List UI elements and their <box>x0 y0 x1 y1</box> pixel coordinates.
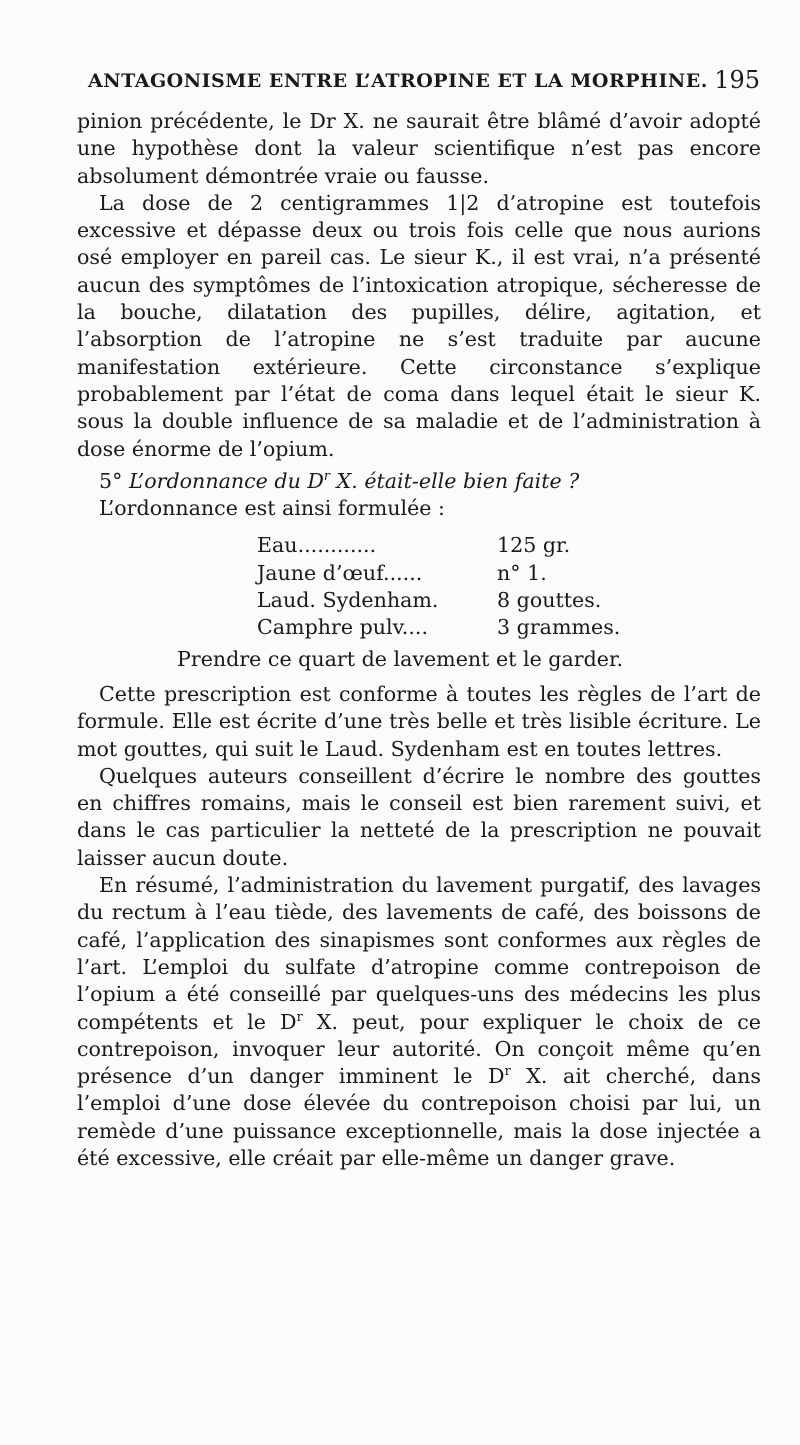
prescription-quantity: 125 gr. <box>497 533 571 558</box>
prescription-item: Laud. Sydenham. <box>257 588 439 613</box>
prescription-row <box>257 560 757 587</box>
prescription-quantity: 3 grammes. <box>497 615 621 640</box>
prescription-item: Camphre pulv.... <box>257 615 428 640</box>
prescription-quantity: n° 1. <box>497 560 547 585</box>
prescription-row <box>257 587 757 614</box>
paragraph-summary: En résumé, l’administration du lavement purgatif, des lavages du rectum à l’eau tiède, des lavements de café, des boissons de café, l’application des sinapismes sont conformes aux règles de l’art. L’emploi du sulfate d’atropine comme contrepoison de l’opium a été conseillé par quelques-uns des médecins les plus compétents et le $D^r$ X. peut, pour expliquer le choix de ce contrepoison, invoquer leur autorité. On conçoit même qu’en présence d’un danger imminent le $D^r$ X. ait cherché, dans l’emploi d’une dose élevée du contrepoison choisi par lui, un remède d’une puissance exceptionnelle, mais la dose injectée a été excessive, elle créait par elle-même un danger grave. <box>77 873 761 1170</box>
running-title: ANTAGONISME ENTRE L’ATROPINE ET LA MORPHINE. <box>88 70 708 92</box>
paragraph-atropine-dose: La dose de 2 centigrammes 1|2 d’atropine est toutefois excessive et dépasse deux ou trois fois celle que nous aurions osé employer en pareil cas. Le sieur K., il est vrai, n’a présenté aucun des symptômes de l’intoxication atropique, sécheresse de la bouche, dilatation des pupilles, délire, agitation, et l’absorption de l’atropine ne s’est traduite par aucune manifestation extérieure. Cette circonstance s’explique probablement par l’état de coma dans lequel était le sieur K. sous la double influence de sa maladie et de l’administration à dose énorme de l’opium. <box>77 190 761 461</box>
section-heading <box>77 468 761 495</box>
section-title: L’ordonnance du $D^r$ X. était-elle bien faite ? <box>128 468 580 493</box>
paragraph-conformity: Cette prescription est conforme à toutes les règles de l’art de formule. Elle est écrite d’une très belle et très lisible écriture. Le mot gouttes, qui suit le Laud. Sydenham est en toutes lettres. <box>77 681 761 761</box>
page-header <box>88 66 760 102</box>
paragraph-continuation: pinion précédente, le Dr X. ne saurait être blâmé d’avoir adopté une hypothèse dont la valeur scientifique n’est pas encore absolument démontrée vraie ou fausse. <box>77 109 761 188</box>
prescription-table <box>77 532 757 641</box>
prescription-item: Jaune d’œuf...... <box>257 560 423 585</box>
paragraph-rx-intro: L’ordonnance est ainsi formulée : <box>99 496 445 521</box>
prescription-row <box>257 614 757 641</box>
prescription-row <box>257 532 757 559</box>
section-number: 5° <box>99 468 123 493</box>
prescription-instruction: Prendre ce quart de lavement et le garder. <box>177 646 624 671</box>
prescription-item: Eau............ <box>257 533 377 558</box>
prescription-quantity: 8 gouttes. <box>497 588 602 613</box>
page-number: 195 <box>714 66 760 94</box>
body-text <box>77 108 761 1172</box>
paragraph-roman-numerals: Quelques auteurs conseillent d’écrire le nombre des gouttes en chiffres romains, mais le conseil est bien rarement suivi, et dans le cas particulier la netteté de la prescription ne pouvait laisser aucun doute. <box>77 763 761 870</box>
